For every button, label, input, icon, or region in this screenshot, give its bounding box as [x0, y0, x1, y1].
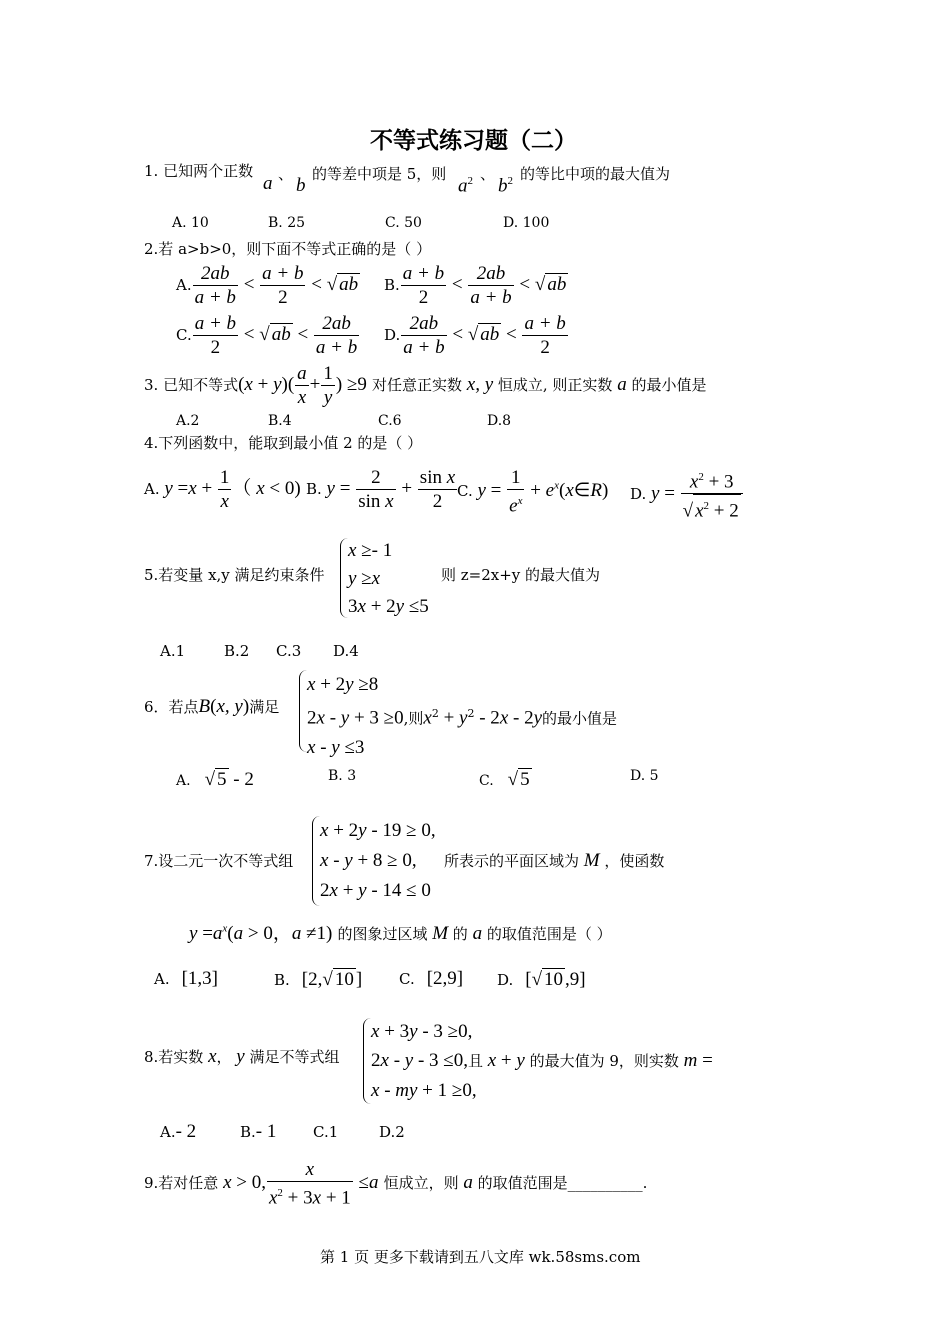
- question-1-text: 的等比中项的最大值为: [520, 165, 671, 183]
- q5-option-a: A.1: [160, 642, 186, 660]
- q7-option-a: A. [1,3]: [154, 968, 219, 989]
- question-6: 6．若点B(x, y)满足: [144, 696, 280, 717]
- q8-option-c: C.1: [313, 1123, 339, 1141]
- question-5: 5.若变量 x,y 满足约束条件: [144, 566, 325, 584]
- q5-option-b: B.2: [224, 642, 250, 660]
- question-3: 3. 已知不等式(x + y)( $\frac{a}{x}$ + $\frac{1}{y}$ ) ≥9 对任意正实数 x, y 恒成立, 则正实数 a 的最小值是: [144, 363, 707, 408]
- q7-constraints: x + 2y - 19 ≥ 0, x - y + 8 ≥ 0, 2x + y - 14 ≤ 0: [320, 820, 436, 901]
- q7-option-d: D. [√ 10 ,9]: [497, 969, 586, 990]
- q5-constraints: x ≥- 1 y ≥x 3x + 2y ≤5: [348, 540, 429, 617]
- q6-constraints: x + 2y ≥8 2x - y + 3 ≥0,则$x^2 + y^2 - 2x - 2y$的最小值是 x - y ≤3: [307, 674, 618, 759]
- question-9: 9.若对任意 x > 0, $\frac{x}{x^2 + 3x + 1}$ ≤a 恒成立，则 a 的取值范围是__________.: [144, 1159, 648, 1209]
- q1-option-d: D. 100: [503, 215, 550, 231]
- separator: 、: [480, 165, 496, 183]
- q1-option-c: C. 50: [385, 215, 422, 231]
- page-footer: 第 1 页 更多下载请到五八文库 wk.58sms.com: [320, 1248, 641, 1266]
- q1-option-a: A. 10: [172, 215, 209, 231]
- q5-option-d: D.4: [333, 642, 359, 660]
- q4-option-a: A. y =x + $\frac{1}{x}$ （ x < 0): [144, 467, 301, 512]
- q8-option-b: B.- 1: [240, 1121, 277, 1142]
- question-1-text: 的等差中项是 5，则: [312, 165, 447, 183]
- q4-option-c: C. y = $\frac{1}{e^x}$ + $e^x(x\in R)$: [457, 467, 609, 517]
- math-a-squared: $a^2$: [458, 175, 473, 197]
- page-title: 不等式练习题（二）: [370, 127, 577, 154]
- q6-option-d: D. 5: [630, 768, 659, 784]
- q7-option-b: B. [2,√ 10 ]: [274, 969, 363, 990]
- separator: 、: [278, 165, 294, 183]
- q3-option-a: A.2: [176, 413, 200, 429]
- q6-option-a: A. √ 5 - 2: [176, 769, 254, 790]
- q5-option-c: C.3: [276, 642, 302, 660]
- q4-option-d: D. y = $\frac{x^2 + 3}{√ x^2 + 2}$: [630, 466, 744, 523]
- q2-option-c: C. $\frac{a + b}{2}$ < √ ab < $\frac{2ab}{a + b}$: [176, 313, 358, 358]
- math-b-squared: $b^2$: [498, 175, 513, 197]
- q3-option-c: C.6: [378, 413, 402, 429]
- math-b: b: [296, 175, 306, 196]
- q6-option-b: B. 3: [328, 768, 357, 784]
- q3-option-b: B.4: [268, 413, 292, 429]
- question-7: 7.设二元一次不等式组: [144, 852, 294, 870]
- q8-constraints: x + 3y - 3 ≥0, 2x - y - 3 ≤0,且 x + y 的最大值为 9，则实数 m = x - my + 1 ≥0,: [371, 1021, 713, 1101]
- question-8: 8.若实数 x， y 满足不等式组: [144, 1046, 340, 1067]
- q2-option-b: B. $\frac{a + b}{2}$ < $\frac{2ab}{a + b}$ < √ ab: [384, 263, 567, 308]
- math-a: a: [263, 173, 273, 194]
- q8-option-a: A.- 2: [160, 1121, 197, 1142]
- q3-option-d: D.8: [487, 413, 512, 429]
- q6-option-c: C. √ 5: [479, 769, 530, 790]
- question-2: 2.若 a>b>0，则下面不等式正确的是（ ）: [144, 240, 432, 258]
- question-7-line2: $y =a^x(a > 0$，a ≠1) 的图象过区域 M 的 a 的取值范围是（ ）: [189, 922, 612, 944]
- q7-option-c: C. [2,9]: [399, 968, 464, 989]
- q2-option-a: A. $\frac{2ab}{a + b}$ < $\frac{a + b}{2}$ < √ ab: [176, 263, 359, 308]
- question-5-suffix: 则 z=2x+y 的最大值为: [441, 566, 601, 584]
- question-1: 1. 已知两个正数: [144, 162, 254, 180]
- q4-option-b: B. y = $\frac{2}{\text{sin x}}$ + $\frac{\text{sin x}}{2}$: [306, 467, 456, 512]
- q1-option-b: B. 25: [268, 215, 306, 231]
- q2-option-d: D. $\frac{2ab}{a + b}$ < √ ab < $\frac{a + b}{2}$: [384, 313, 566, 358]
- q8-option-d: D.2: [379, 1123, 405, 1141]
- question-7-mid: 所表示的平面区域为 M ，使函数: [444, 850, 665, 871]
- question-4: 4.下列函数中，能取到最小值 2 的是（ ）: [144, 434, 423, 452]
